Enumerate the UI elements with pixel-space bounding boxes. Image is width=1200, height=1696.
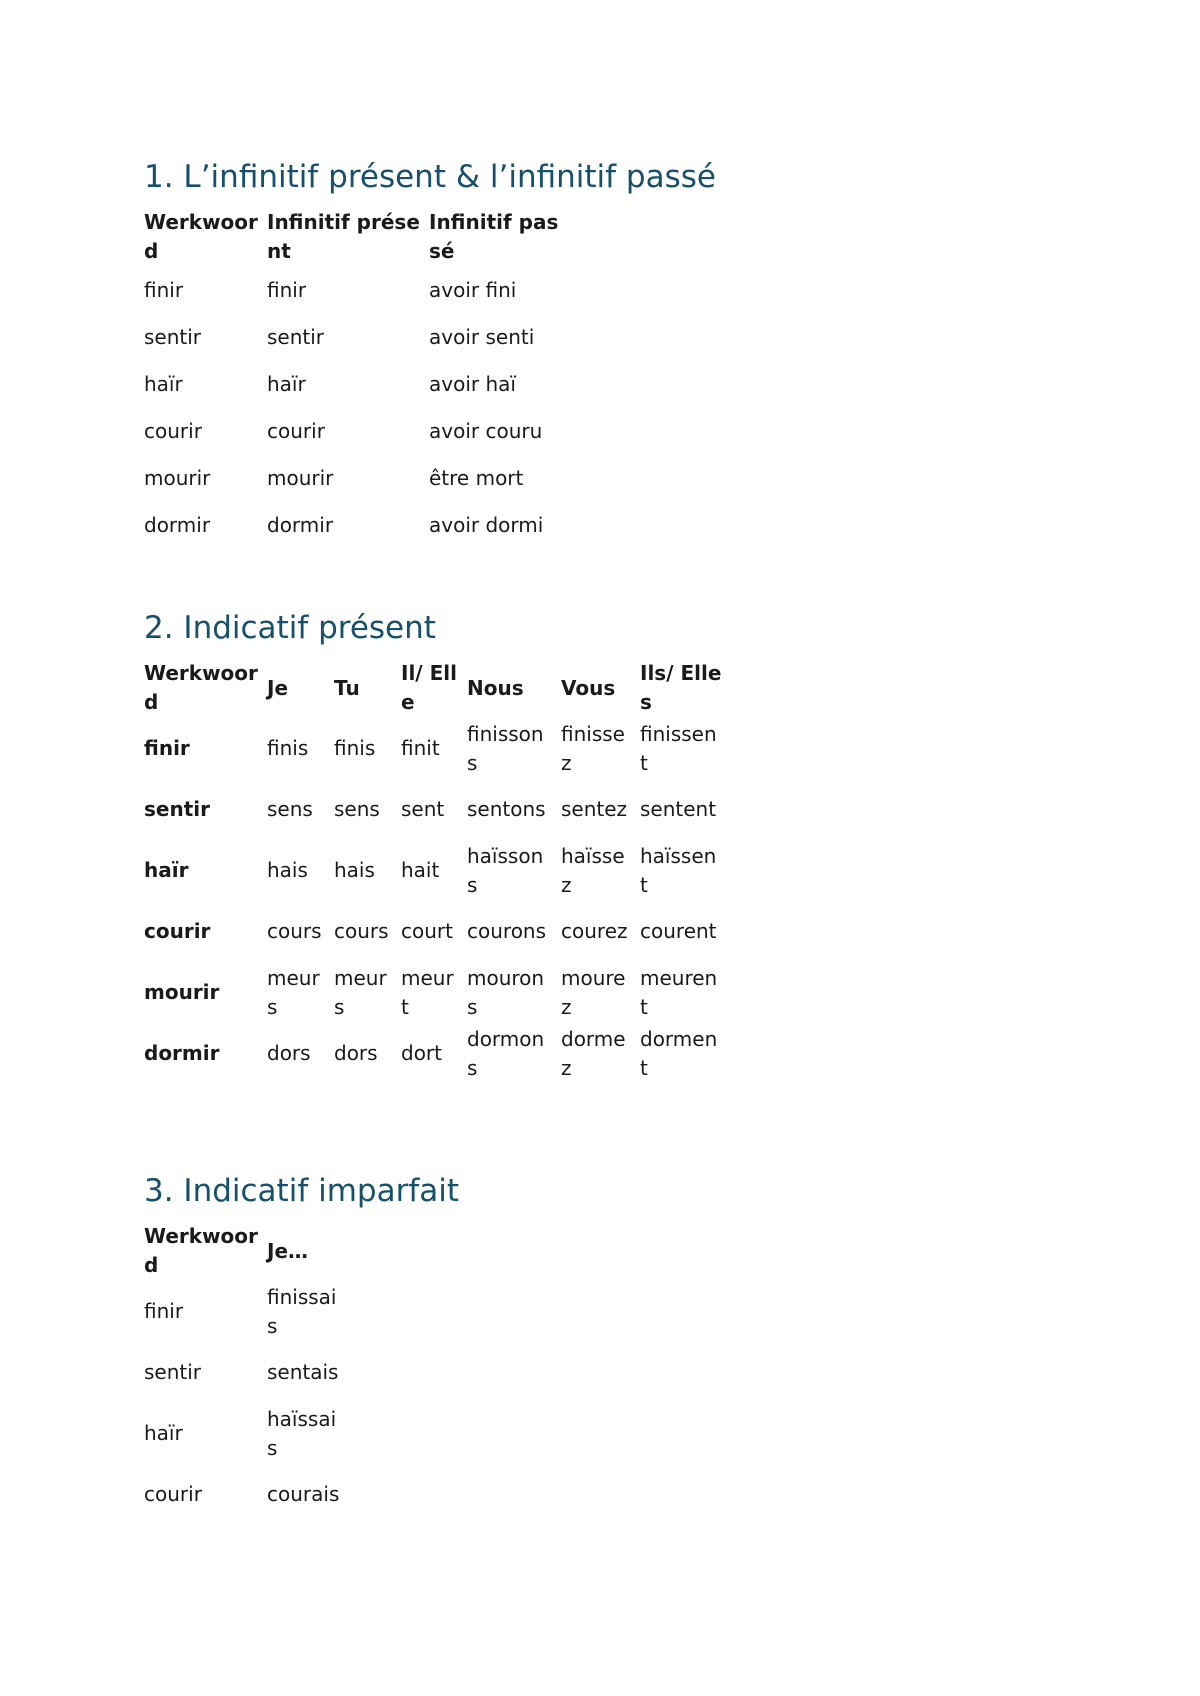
conjugation-cell: courais	[267, 1482, 340, 1506]
table-row	[140, 1023, 726, 1084]
column-header-je: Je…	[267, 1238, 309, 1263]
table-row	[140, 718, 726, 779]
conjugation-cell: dors	[334, 1041, 378, 1065]
column-header-werkwoord: Werkwoord	[144, 210, 258, 263]
column-header-tu: Tu	[334, 675, 360, 700]
infinitif-passe-cell: avoir fini	[429, 278, 517, 302]
conjugation-cell: courons	[467, 919, 547, 943]
conjugation-cell: sent	[401, 797, 445, 821]
section-3-heading: 3. Indicatif imparfait	[144, 1173, 459, 1209]
verb-cell: courir	[144, 419, 202, 443]
infinitif-present-cell: sentir	[267, 325, 325, 349]
table-row	[140, 779, 726, 840]
table-row	[140, 361, 565, 408]
conjugation-cell: sentais	[267, 1360, 339, 1384]
conjugation-cell: sens	[267, 797, 313, 821]
indicatif-imparfait-table	[140, 1221, 348, 1525]
conjugation-cell: finissez	[561, 721, 625, 775]
column-header-infinitif-passe: Infinitif passé	[429, 210, 559, 263]
table-row	[140, 901, 726, 962]
conjugation-cell: mourons	[467, 965, 545, 1019]
infinitif-present-cell: dormir	[267, 513, 334, 537]
conjugation-cell: cours	[267, 919, 322, 943]
infinitif-passe-cell: avoir haï	[429, 372, 516, 396]
conjugation-cell: meurt	[401, 965, 454, 1019]
verb-cell: sentir	[144, 1360, 202, 1384]
infinitif-table	[140, 207, 565, 549]
infinitif-passe-cell: être mort	[429, 466, 524, 490]
verb-cell: dormir	[144, 1041, 220, 1065]
table-header-row	[140, 658, 726, 718]
conjugation-cell: hais	[267, 858, 308, 882]
infinitif-passe-cell: avoir senti	[429, 325, 535, 349]
conjugation-cell: finissent	[640, 721, 717, 775]
infinitif-passe-cell: avoir couru	[429, 419, 543, 443]
table-row	[140, 455, 565, 502]
conjugation-cell: sentons	[467, 797, 546, 821]
infinitif-present-cell: finir	[267, 278, 307, 302]
column-header-vous: Vous	[561, 675, 616, 700]
verb-cell: sentir	[144, 797, 210, 821]
verb-cell: haïr	[144, 858, 189, 882]
conjugation-cell: dorment	[640, 1026, 718, 1080]
conjugation-cell: haïssez	[561, 843, 625, 897]
table-row	[140, 962, 726, 1023]
table-row	[140, 1464, 348, 1525]
infinitif-present-cell: courir	[267, 419, 325, 443]
column-header-infinitif-present: Infinitif présent	[267, 210, 420, 263]
verb-cell: courir	[144, 1482, 202, 1506]
column-header-il-elle: Il/ Elle	[401, 661, 457, 714]
verb-cell: haïr	[144, 1421, 183, 1445]
conjugation-cell: finis	[334, 736, 376, 760]
indicatif-present-table	[140, 658, 726, 1084]
conjugation-cell: finis	[267, 736, 309, 760]
conjugation-cell: sentent	[640, 797, 717, 821]
conjugation-cell: courent	[640, 919, 717, 943]
conjugation-cell: sentez	[561, 797, 628, 821]
table-header-row	[140, 207, 565, 267]
conjugation-cell: courez	[561, 919, 628, 943]
table-row	[140, 408, 565, 455]
verb-cell: finir	[144, 1299, 184, 1323]
conjugation-cell: finissais	[267, 1284, 337, 1338]
conjugation-cell: sens	[334, 797, 380, 821]
conjugation-cell: hait	[401, 858, 440, 882]
conjugation-cell: dormons	[467, 1026, 545, 1080]
conjugation-cell: hais	[334, 858, 375, 882]
verb-cell: sentir	[144, 325, 202, 349]
table-row	[140, 1403, 348, 1464]
conjugation-cell: dort	[401, 1041, 442, 1065]
conjugation-cell: dormez	[561, 1026, 626, 1080]
table-header-row	[140, 1221, 348, 1281]
conjugation-cell: dors	[267, 1041, 311, 1065]
column-header-je: Je	[267, 675, 289, 700]
conjugation-cell: meurent	[640, 965, 718, 1019]
conjugation-cell: finissons	[467, 721, 544, 775]
column-header-nous: Nous	[467, 675, 524, 700]
table-row	[140, 314, 565, 361]
conjugation-cell: court	[401, 919, 453, 943]
conjugation-cell: haïssent	[640, 843, 717, 897]
infinitif-passe-cell: avoir dormi	[429, 513, 544, 537]
section-1-heading: 1. L’infinitif présent & l’infinitif passé	[144, 159, 716, 195]
table-row	[140, 1281, 348, 1342]
conjugation-cell: haïssais	[267, 1406, 337, 1460]
table-row	[140, 502, 565, 549]
conjugation-cell: mourez	[561, 965, 626, 1019]
conjugation-cell: meurs	[267, 965, 320, 1019]
table-row	[140, 267, 565, 314]
column-header-ils-elles: Ils/ Elles	[640, 661, 722, 714]
verb-cell: mourir	[144, 980, 220, 1004]
section-2-heading: 2. Indicatif présent	[144, 610, 436, 646]
infinitif-present-cell: haïr	[267, 372, 306, 396]
conjugation-cell: haïssons	[467, 843, 544, 897]
table-row	[140, 1342, 348, 1403]
column-header-werkwoord: Werkwoord	[144, 1224, 258, 1277]
conjugation-cell: cours	[334, 919, 389, 943]
verb-cell: courir	[144, 919, 211, 943]
verb-cell: mourir	[144, 466, 211, 490]
table-row	[140, 840, 726, 901]
infinitif-present-cell: mourir	[267, 466, 334, 490]
verb-cell: finir	[144, 736, 190, 760]
conjugation-cell: meurs	[334, 965, 387, 1019]
verb-cell: dormir	[144, 513, 211, 537]
column-header-werkwoord: Werkwoord	[144, 661, 258, 714]
verb-cell: haïr	[144, 372, 183, 396]
verb-cell: finir	[144, 278, 184, 302]
conjugation-cell: finit	[401, 736, 440, 760]
